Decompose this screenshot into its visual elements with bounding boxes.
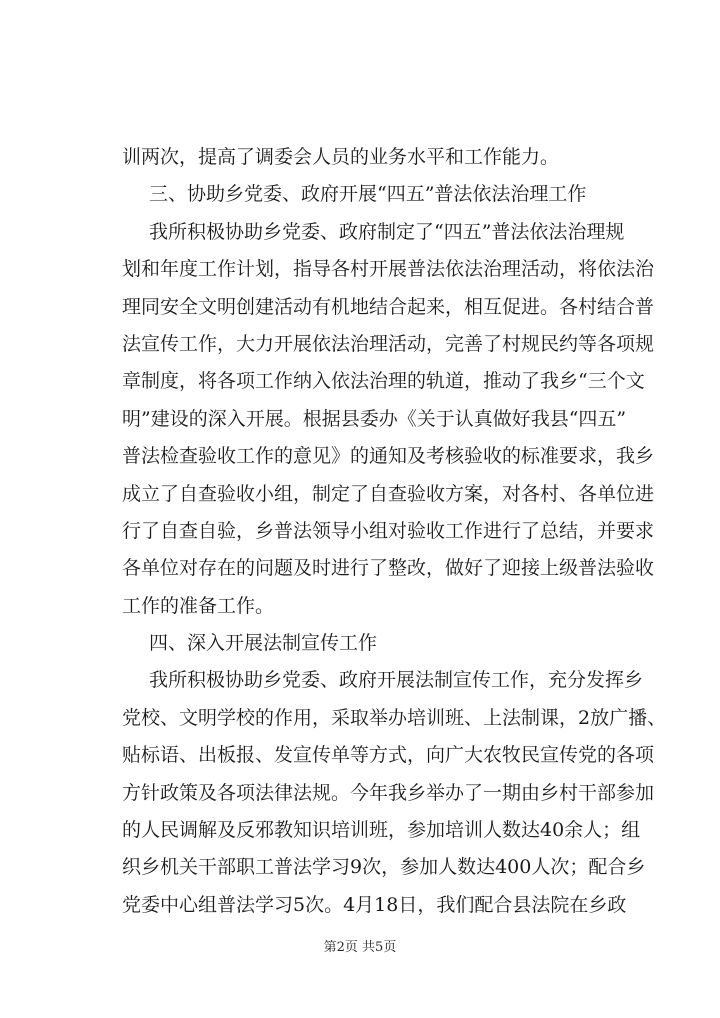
text-line: 贴标语、出板报、发宣传单等方式，向广大农牧民宣传党的各项 <box>122 744 655 767</box>
text-line: 各单位对存在的问题及时进行了整改，做好了迎接上级普法验收 <box>122 557 655 580</box>
text-line: 四、深入开展法制宣传工作 <box>149 632 378 655</box>
text-line: 行了自查自验，乡普法领导小组对验收工作进行了总结，并要求 <box>122 519 655 542</box>
text-line: 我所积极协助乡党委、政府开展法制宣传工作，充分发挥乡 <box>149 669 644 692</box>
text-line: 工作的准备工作。 <box>122 594 275 617</box>
text-line: 党校、文明学校的作用，采取举办培训班、上法制课，2放广播、 <box>122 706 667 729</box>
text-line: 普法检查验收工作的意见》的通知及考核验收的标准要求，我乡 <box>122 445 655 468</box>
text-line: 理同安全文明创建活动有机地结合起来，相互促进。各村结合普 <box>122 295 655 318</box>
text-line: 训两次，提高了调委会人员的业务水平和工作能力。 <box>122 146 560 168</box>
text-line: 我所积极协助乡党委、政府制定了“四五”普法依法治理规 <box>149 220 625 243</box>
text-line: 党委中心组普法学习5次。4月18日，我们配合县法院在乡政 <box>122 893 627 916</box>
document-body <box>122 139 667 924</box>
text-line: 法宣传工作，大力开展依法治理活动，完善了村规民约等各项规 <box>122 332 655 355</box>
page-number-footer: 第2页 共5页 <box>323 940 397 955</box>
text-line: 方针政策及各项法律法规。今年我乡举办了一期由乡村干部参加 <box>122 781 655 804</box>
text-line: 章制度，将各项工作纳入依法治理的轨道，推动了我乡“三个文 <box>122 370 645 393</box>
text-line: 划和年度工作计划，指导各村开展普法依法治理活动，将依法治 <box>122 258 655 281</box>
text-line: 织乡机关干部职工普法学习9次，参加人数达400人次；配合乡 <box>122 856 646 879</box>
text-line: 的人民调解及反邪教知识培训班，参加培训人数达40余人；组 <box>122 819 641 842</box>
text-line: 明”建设的深入开展。根据县委办《关于认真做好我县“四五” <box>122 407 627 430</box>
text-line: 成立了自查验收小组，制定了自查验收方案，对各村、各单位进 <box>122 482 655 505</box>
text-line: 三、协助乡党委、政府开展“四五”普法依法治理工作 <box>149 183 587 206</box>
